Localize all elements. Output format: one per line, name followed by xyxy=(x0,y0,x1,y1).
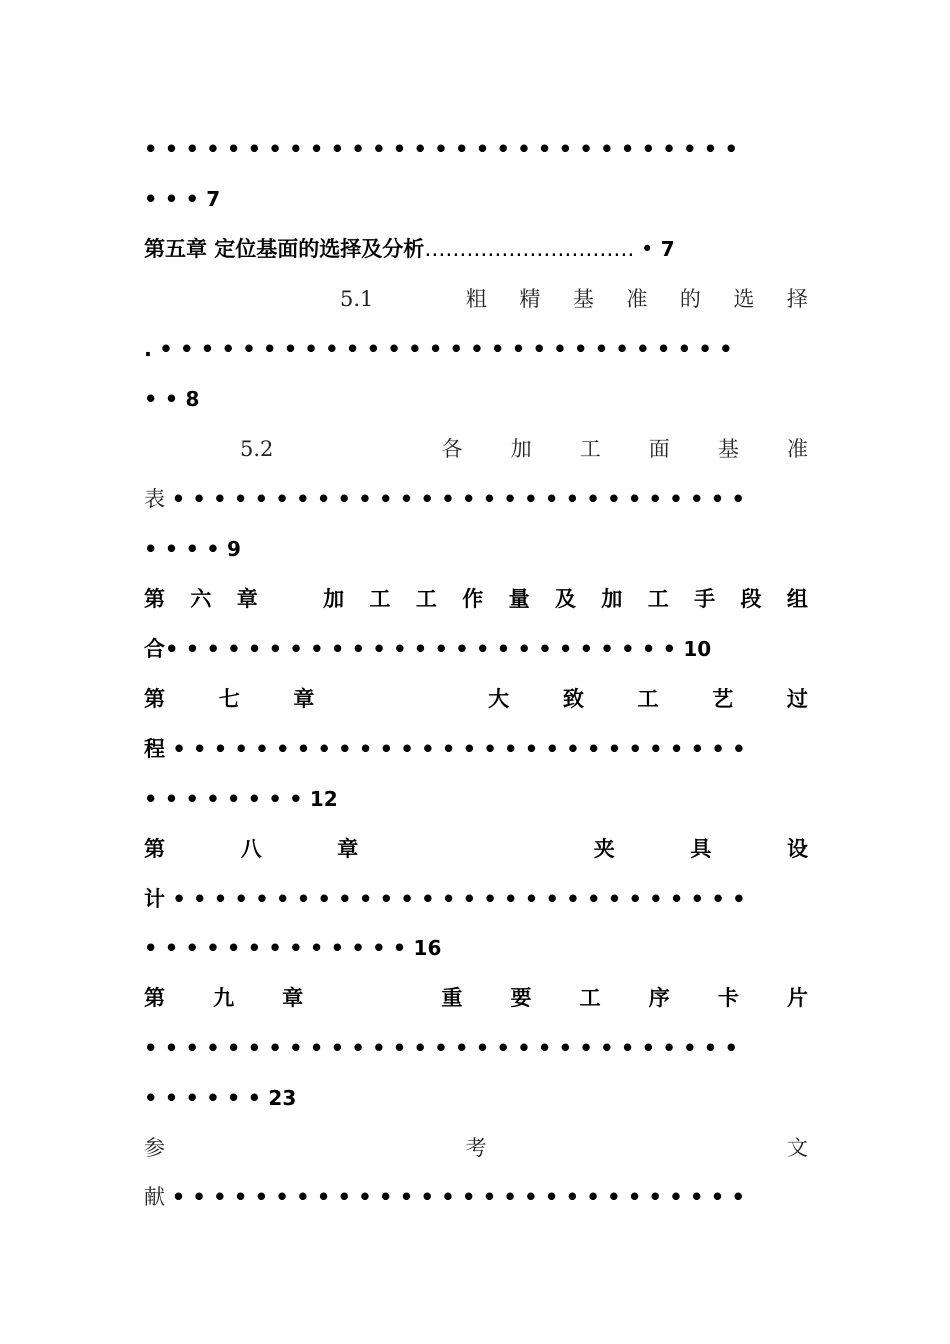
page-number: 9 xyxy=(226,537,241,561)
title-char: 致 xyxy=(562,687,584,711)
title-char: 的 xyxy=(679,287,701,311)
toc-page-ref xyxy=(144,1078,808,1118)
page-number: 8 xyxy=(185,387,200,411)
chapter-title: 第五章 定位基面的选择及分析 xyxy=(144,237,425,261)
dot-leader: • • • • • • • • • • • • • • • • • • • • • • • • • • • • xyxy=(171,1185,745,1209)
title-char: 准 xyxy=(626,287,648,311)
title-char: 粗 xyxy=(465,287,487,311)
toc-page-ref xyxy=(144,928,808,968)
section-number: 5.1 xyxy=(340,287,374,311)
dot-leader: • • • • • • • • xyxy=(144,787,303,811)
toc-entry-chapter7[interactable] xyxy=(144,679,808,719)
title-char: 重 xyxy=(441,986,463,1010)
title-char: 艺 xyxy=(712,687,734,711)
title-char: 加 xyxy=(510,437,532,461)
title-char: 作 xyxy=(462,587,484,611)
toc-entry-5-2[interactable] xyxy=(240,429,808,469)
toc-entry-references[interactable] xyxy=(144,1128,808,1168)
dot-leader: • • • • xyxy=(144,537,220,561)
toc-entry-chapter7-cont xyxy=(144,729,808,769)
title-char: 文 xyxy=(787,1136,808,1160)
title-char: 工 xyxy=(369,587,391,611)
title-char: 表 xyxy=(144,487,165,511)
toc-entry-chapter8[interactable] xyxy=(144,829,808,869)
toc-dot-leader: • • • • • • • • • • • • • • • • • • • • • • • • • • • • • xyxy=(144,137,738,161)
toc-entry-chapter9[interactable] xyxy=(144,978,808,1018)
title-char: 六 xyxy=(190,587,212,611)
title-char: 量 xyxy=(508,587,530,611)
title-char: 考 xyxy=(465,1136,487,1160)
title-char: 合 xyxy=(144,637,165,661)
title-char: 第 xyxy=(144,837,165,861)
title-char: 计 xyxy=(144,887,165,911)
dot-leader: • • • • • • • • • • • • • • • • • • • • • • • • • • • • xyxy=(172,887,746,911)
title-char: 工 xyxy=(579,437,601,461)
page-number: 7 xyxy=(660,237,675,261)
title-char: 及 xyxy=(555,587,576,611)
title-char: 卡 xyxy=(717,986,739,1010)
title-char: 工 xyxy=(415,587,437,611)
page-number: 16 xyxy=(413,936,442,960)
title-char: 工 xyxy=(647,587,669,611)
title-char: 序 xyxy=(648,986,670,1010)
title-char: 章 xyxy=(337,837,359,861)
dot-leader: ………………………… • xyxy=(424,237,654,261)
dot-leader: • • • • • • • • • • • • • • • • • • • • • • • • • • • • xyxy=(171,487,745,511)
page-number: 10 xyxy=(683,637,712,661)
toc-entry-5-2-cont xyxy=(144,479,808,519)
title-char: 要 xyxy=(510,986,532,1010)
title-char: 八 xyxy=(240,837,262,861)
title-char: 章 xyxy=(282,986,304,1010)
title-char: 片 xyxy=(787,986,808,1010)
title-char: 面 xyxy=(648,437,670,461)
title-char: 加 xyxy=(601,587,623,611)
title-char: 工 xyxy=(579,986,601,1010)
title-char: 章 xyxy=(293,687,315,711)
title-char: 献 xyxy=(144,1185,165,1209)
title-char: 第 xyxy=(144,986,165,1010)
title-char: 第 xyxy=(144,587,165,611)
title-char: 大 xyxy=(488,687,510,711)
title-char: 各 xyxy=(441,437,463,461)
toc-page-ref xyxy=(144,529,808,569)
title-char: 段 xyxy=(740,587,762,611)
page-number: 12 xyxy=(309,787,338,811)
toc-page-ref xyxy=(144,379,808,419)
dot-leader: • • • • • • • • • • • • • xyxy=(144,936,407,960)
toc-entry-chapter5[interactable] xyxy=(144,229,808,269)
toc-entry-5-1[interactable] xyxy=(340,279,808,319)
title-char: 第 xyxy=(144,687,165,711)
title-char: 择 xyxy=(786,287,808,311)
page-number: 7 xyxy=(206,187,221,211)
section-number: 5.2 xyxy=(240,437,274,461)
title-char: 准 xyxy=(786,437,808,461)
toc-entry-references-cont xyxy=(144,1177,808,1217)
page-number: 23 xyxy=(268,1086,297,1110)
title-char: 组 xyxy=(786,587,808,611)
toc-entry-chapter6[interactable] xyxy=(144,579,808,619)
title-char: 加 xyxy=(323,587,345,611)
toc-page-ref xyxy=(144,779,808,819)
title-char: 精 xyxy=(519,287,541,311)
title-char: 基 xyxy=(572,287,594,311)
toc-page-ref xyxy=(144,179,808,219)
dot-leader: • • • • • • • • • • • • • • • • • • • • • • • • • xyxy=(165,637,677,661)
title-char: 设 xyxy=(786,837,808,861)
dot-leader: • • • • • • xyxy=(144,1086,262,1110)
title-char: 参 xyxy=(144,1136,165,1160)
title-char: 九 xyxy=(213,986,235,1010)
title-char: 过 xyxy=(786,687,808,711)
title-char: 夹 xyxy=(593,837,615,861)
title-char: 工 xyxy=(637,687,659,711)
dot-leader: • • • xyxy=(144,187,199,211)
title-char: 选 xyxy=(733,287,755,311)
title-char: 手 xyxy=(694,587,716,611)
toc-entry-chapter8-cont xyxy=(144,879,808,919)
toc-entry-chapter6-cont xyxy=(144,629,808,669)
title-char: 具 xyxy=(690,837,712,861)
title-char: 程 xyxy=(144,737,165,761)
toc-dot-leader: • • • • • • • • • • • • • • • • • • • • • • • • • • • • • xyxy=(144,1036,738,1060)
toc-dot-leader: . • • • • • • • • • • • • • • • • • • • • • • • • • • • • xyxy=(144,337,733,361)
title-char: 章 xyxy=(236,587,258,611)
dot-leader: • • • • • • • • • • • • • • • • • • • • • • • • • • • • xyxy=(172,737,746,761)
title-char: 七 xyxy=(218,687,240,711)
dot-leader: • • xyxy=(144,387,179,411)
title-char: 基 xyxy=(717,437,739,461)
